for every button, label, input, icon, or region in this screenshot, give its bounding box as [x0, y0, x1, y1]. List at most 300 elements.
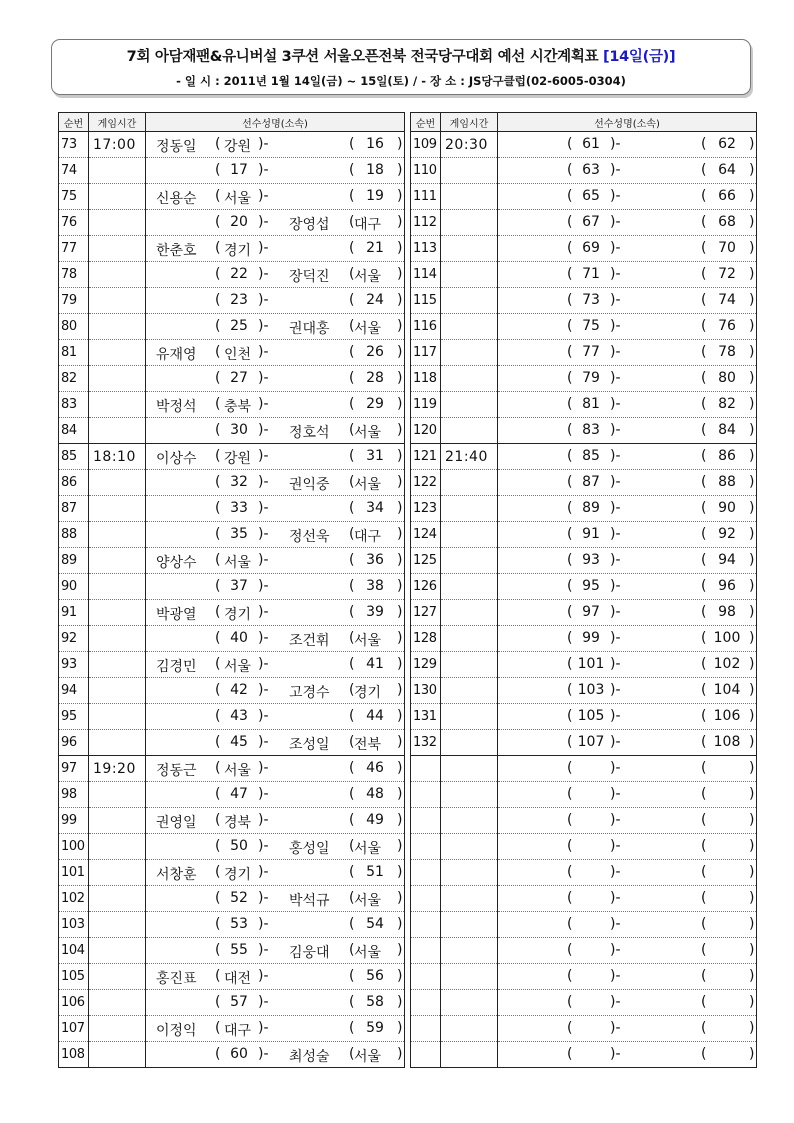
player-slot [498, 184, 756, 209]
player-slot [498, 860, 756, 885]
bracket-close-dash: )- [610, 630, 621, 646]
title-banner [51, 39, 751, 95]
bracket-close-dash: )- [610, 318, 621, 334]
player-slot [498, 158, 756, 183]
seed-number: 39 [366, 604, 384, 620]
bracket-close: ) [397, 1046, 403, 1062]
seed-number: 16 [366, 136, 384, 152]
table-row [411, 262, 757, 288]
bracket-open: ( [701, 708, 707, 724]
bracket-close-dash: )- [258, 890, 269, 906]
game-time [441, 158, 498, 184]
player-cell [498, 548, 757, 574]
player-cell [146, 912, 405, 938]
bracket-close: ) [749, 500, 755, 516]
row-number: 93 [59, 652, 89, 678]
table-row [59, 392, 405, 418]
game-time [89, 678, 146, 704]
bracket-open: ( [215, 552, 221, 568]
bracket-close: ) [749, 786, 755, 802]
table-row [59, 756, 405, 782]
bracket-close: ) [749, 344, 755, 360]
table-row [59, 1016, 405, 1042]
bracket-close-dash: )- [258, 1020, 269, 1036]
game-time [89, 184, 146, 210]
player-cell [146, 808, 405, 834]
bracket-close-dash: )- [610, 422, 621, 438]
game-time [441, 418, 498, 444]
bracket-open: ( [215, 214, 221, 230]
bracket-open: ( [215, 916, 221, 932]
row-number [411, 990, 441, 1016]
bracket-close: ) [397, 760, 403, 776]
bracket-open: ( [701, 474, 707, 490]
player-slot [498, 132, 756, 157]
table-row [411, 600, 757, 626]
row-number: 91 [59, 600, 89, 626]
bracket-close-dash: )- [610, 344, 621, 360]
bracket-close-dash: )- [610, 604, 621, 620]
table-row [411, 938, 757, 964]
bracket-open: ( [349, 422, 355, 438]
seed-number: 26 [366, 344, 384, 360]
game-time [441, 184, 498, 210]
bracket-close: ) [397, 396, 403, 412]
seed-number: 62 [718, 136, 736, 152]
row-number: 114 [411, 262, 441, 288]
bracket-open: ( [215, 760, 221, 776]
game-time [441, 756, 498, 782]
row-number: 107 [59, 1016, 89, 1042]
player-affiliation: 경기 [224, 867, 252, 883]
bracket-close-dash: )- [610, 890, 621, 906]
game-time: 17:00 [89, 132, 146, 158]
game-time [441, 964, 498, 990]
bracket-open: ( [567, 422, 573, 438]
seed-number: 76 [718, 318, 736, 334]
player-affiliation: 서울 [354, 945, 382, 961]
game-time [441, 314, 498, 340]
seed-number: 77 [582, 344, 600, 360]
bracket-open: ( [701, 786, 707, 802]
bracket-close-dash: )- [258, 786, 269, 802]
bracket-close-dash: )- [258, 916, 269, 932]
row-number: 121 [411, 444, 441, 470]
bracket-close-dash: )- [258, 292, 269, 308]
bracket-open: ( [215, 1020, 221, 1036]
bracket-close: ) [749, 604, 755, 620]
seed-number: 70 [718, 240, 736, 256]
bracket-open: ( [567, 448, 573, 464]
game-time [89, 366, 146, 392]
table-row [411, 782, 757, 808]
row-number: 124 [411, 522, 441, 548]
player-slot [146, 262, 404, 287]
row-number: 122 [411, 470, 441, 496]
player-slot [146, 964, 404, 989]
game-time [89, 730, 146, 756]
player-cell [498, 782, 757, 808]
row-number: 113 [411, 236, 441, 262]
player-name: 조성일 [289, 737, 330, 753]
player-slot [146, 392, 404, 417]
player-affiliation: 충북 [224, 399, 252, 415]
bracket-close-dash: )- [610, 994, 621, 1010]
bracket-close-dash: )- [258, 214, 269, 230]
game-time [89, 314, 146, 340]
bracket-open: ( [567, 760, 573, 776]
player-slot [146, 158, 404, 183]
player-name: 조건휘 [289, 633, 330, 649]
player-affiliation: 서울 [354, 321, 382, 337]
bracket-close: ) [397, 344, 403, 360]
row-number: 78 [59, 262, 89, 288]
bracket-close-dash: )- [258, 240, 269, 256]
bracket-close-dash: )- [258, 994, 269, 1010]
bracket-open: ( [701, 942, 707, 958]
player-slot [498, 600, 756, 625]
bracket-open: ( [701, 864, 707, 880]
bracket-open: ( [215, 604, 221, 620]
game-time [441, 1042, 498, 1068]
table-header-row [411, 113, 757, 132]
row-number: 87 [59, 496, 89, 522]
row-number: 117 [411, 340, 441, 366]
player-slot [146, 236, 404, 261]
game-time [441, 704, 498, 730]
seed-number: 19 [366, 188, 384, 204]
seed-number: 80 [718, 370, 736, 386]
bracket-open: ( [567, 292, 573, 308]
row-number: 75 [59, 184, 89, 210]
row-number: 106 [59, 990, 89, 1016]
player-cell [498, 938, 757, 964]
player-slot [146, 938, 404, 963]
table-row [59, 548, 405, 574]
bracket-close-dash: )- [610, 162, 621, 178]
player-cell [498, 912, 757, 938]
game-time [89, 236, 146, 262]
bracket-open: ( [349, 136, 355, 152]
table-row [411, 340, 757, 366]
game-time [89, 652, 146, 678]
seed-number: 61 [582, 136, 600, 152]
player-affiliation: 서울 [354, 633, 382, 649]
game-time [441, 730, 498, 756]
seed-number: 44 [366, 708, 384, 724]
player-cell [498, 288, 757, 314]
table-row [411, 288, 757, 314]
game-time [89, 1016, 146, 1042]
player-slot [146, 496, 404, 521]
bracket-close-dash: )- [258, 344, 269, 360]
row-number: 105 [59, 964, 89, 990]
player-cell [146, 834, 405, 860]
bracket-close: ) [749, 656, 755, 672]
bracket-open: ( [701, 344, 707, 360]
player-slot [498, 496, 756, 521]
row-number: 98 [59, 782, 89, 808]
bracket-open: ( [349, 188, 355, 204]
seed-number: 71 [582, 266, 600, 282]
player-slot [498, 340, 756, 365]
player-cell [498, 678, 757, 704]
row-number: 94 [59, 678, 89, 704]
bracket-open: ( [701, 422, 707, 438]
seed-number: 48 [366, 786, 384, 802]
seed-number: 94 [718, 552, 736, 568]
player-cell [498, 418, 757, 444]
seed-number: 68 [718, 214, 736, 230]
game-time [441, 834, 498, 860]
player-slot [146, 886, 404, 911]
seed-number: 86 [718, 448, 736, 464]
bracket-close: ) [397, 916, 403, 932]
bracket-open: ( [215, 942, 221, 958]
bracket-close: ) [397, 552, 403, 568]
bracket-close-dash: )- [610, 1046, 621, 1062]
player-name: 권익중 [289, 477, 330, 493]
player-slot [498, 418, 756, 443]
player-cell [146, 418, 405, 444]
seed-number: 42 [230, 682, 248, 698]
row-number: 120 [411, 418, 441, 444]
game-time [89, 1042, 146, 1068]
bracket-close-dash: )- [610, 656, 621, 672]
player-cell [146, 522, 405, 548]
row-number: 95 [59, 704, 89, 730]
player-slot [146, 912, 404, 937]
bracket-close: ) [397, 708, 403, 724]
player-slot [498, 938, 756, 963]
bracket-close: ) [397, 136, 403, 152]
player-slot [498, 964, 756, 989]
player-cell [498, 964, 757, 990]
row-number [411, 938, 441, 964]
game-time: 21:40 [441, 444, 498, 470]
seed-number: 45 [230, 734, 248, 750]
bracket-close-dash: )- [610, 734, 621, 750]
player-affiliation: 경북 [224, 815, 252, 831]
table-row [411, 756, 757, 782]
player-slot [498, 808, 756, 833]
table-row [411, 730, 757, 756]
bracket-close: ) [397, 214, 403, 230]
bracket-close: ) [397, 994, 403, 1010]
table-row [59, 132, 405, 158]
table-row [59, 522, 405, 548]
bracket-open: ( [349, 890, 355, 906]
player-slot [498, 730, 756, 755]
seed-number: 49 [366, 812, 384, 828]
bracket-close-dash: )- [610, 708, 621, 724]
player-slot [146, 340, 404, 365]
player-name: 장영섭 [289, 217, 330, 233]
seed-number: 47 [230, 786, 248, 802]
bracket-close-dash: )- [258, 318, 269, 334]
bracket-close: ) [397, 838, 403, 854]
player-cell [146, 938, 405, 964]
seed-number: 63 [582, 162, 600, 178]
player-slot [498, 392, 756, 417]
bracket-close: ) [397, 240, 403, 256]
bracket-close: ) [397, 422, 403, 438]
bracket-close: ) [749, 890, 755, 906]
bracket-close: ) [397, 968, 403, 984]
table-row [411, 236, 757, 262]
player-slot [146, 704, 404, 729]
row-number: 85 [59, 444, 89, 470]
bracket-open: ( [349, 708, 355, 724]
seed-number: 82 [718, 396, 736, 412]
player-slot [146, 314, 404, 339]
seed-number: 30 [230, 422, 248, 438]
player-cell [146, 756, 405, 782]
player-affiliation: 대구 [354, 529, 382, 545]
bracket-close: ) [397, 448, 403, 464]
table-row [59, 470, 405, 496]
seed-number: 25 [230, 318, 248, 334]
bracket-open: ( [349, 656, 355, 672]
bracket-close-dash: )- [610, 552, 621, 568]
player-slot [498, 626, 756, 651]
game-time [89, 886, 146, 912]
row-number [411, 912, 441, 938]
seed-number: 40 [230, 630, 248, 646]
bracket-close-dash: )- [258, 500, 269, 516]
table-row [411, 1016, 757, 1042]
bracket-open: ( [567, 136, 573, 152]
table-row [411, 652, 757, 678]
row-number [411, 808, 441, 834]
seed-number: 97 [582, 604, 600, 620]
table-row [59, 834, 405, 860]
player-name: 홍진표 [156, 971, 197, 987]
player-cell [146, 470, 405, 496]
player-cell [498, 314, 757, 340]
bracket-close-dash: )- [258, 864, 269, 880]
game-time [441, 990, 498, 1016]
bracket-open: ( [701, 526, 707, 542]
bracket-open: ( [701, 370, 707, 386]
player-slot [498, 678, 756, 703]
game-time [89, 600, 146, 626]
col-header-no: 순번 [59, 113, 89, 132]
player-slot [146, 808, 404, 833]
row-number: 83 [59, 392, 89, 418]
player-slot [498, 782, 756, 807]
table-header-row [59, 113, 405, 132]
row-number: 110 [411, 158, 441, 184]
seed-number: 54 [366, 916, 384, 932]
seed-number: 22 [230, 266, 248, 282]
table-row [59, 886, 405, 912]
bracket-open: ( [567, 682, 573, 698]
game-time [89, 470, 146, 496]
row-number: 99 [59, 808, 89, 834]
bracket-open: ( [215, 266, 221, 282]
seed-number: 38 [366, 578, 384, 594]
col-header-no: 순번 [411, 113, 441, 132]
bracket-open: ( [215, 370, 221, 386]
player-slot [498, 574, 756, 599]
seed-number: 52 [230, 890, 248, 906]
seed-number: 73 [582, 292, 600, 308]
player-slot [146, 522, 404, 547]
player-affiliation: 대구 [224, 1023, 252, 1039]
player-name: 권대홍 [289, 321, 330, 337]
bracket-open: ( [215, 396, 221, 412]
table-row [59, 600, 405, 626]
row-number: 112 [411, 210, 441, 236]
game-time [441, 912, 498, 938]
player-slot [498, 834, 756, 859]
row-number: 128 [411, 626, 441, 652]
player-cell [146, 314, 405, 340]
seed-number: 79 [582, 370, 600, 386]
game-time [89, 418, 146, 444]
player-name: 서창훈 [156, 867, 197, 883]
player-cell [498, 990, 757, 1016]
player-slot [146, 184, 404, 209]
table-row [59, 184, 405, 210]
table-row [411, 210, 757, 236]
bracket-open: ( [567, 630, 573, 646]
player-cell [498, 574, 757, 600]
seed-number: 108 [713, 734, 741, 750]
row-number: 119 [411, 392, 441, 418]
player-slot [498, 652, 756, 677]
game-time [441, 808, 498, 834]
table-row [59, 704, 405, 730]
seed-number: 60 [230, 1046, 248, 1062]
bracket-open: ( [567, 812, 573, 828]
bracket-open: ( [215, 448, 221, 464]
player-cell [146, 626, 405, 652]
seed-number: 57 [230, 994, 248, 1010]
bracket-close-dash: )- [610, 760, 621, 776]
bracket-close-dash: )- [258, 578, 269, 594]
player-cell [146, 158, 405, 184]
table-row [411, 392, 757, 418]
player-affiliation: 경기 [224, 607, 252, 623]
player-cell [146, 496, 405, 522]
bracket-open: ( [215, 786, 221, 802]
row-number: 131 [411, 704, 441, 730]
bracket-close: ) [397, 786, 403, 802]
table-row [411, 132, 757, 158]
bracket-open: ( [567, 240, 573, 256]
player-cell [146, 782, 405, 808]
game-time [89, 574, 146, 600]
player-affiliation: 서울 [224, 555, 252, 571]
bracket-open: ( [567, 552, 573, 568]
table-row [59, 860, 405, 886]
player-cell [146, 704, 405, 730]
player-affiliation: 대전 [224, 971, 252, 987]
player-cell [498, 236, 757, 262]
player-name: 최성술 [289, 1049, 330, 1065]
player-slot [498, 548, 756, 573]
player-cell [498, 756, 757, 782]
player-name: 이정익 [156, 1023, 197, 1039]
player-cell [498, 704, 757, 730]
bracket-open: ( [215, 526, 221, 542]
table-row [411, 444, 757, 470]
player-cell [146, 444, 405, 470]
row-number: 96 [59, 730, 89, 756]
seed-number: 28 [366, 370, 384, 386]
